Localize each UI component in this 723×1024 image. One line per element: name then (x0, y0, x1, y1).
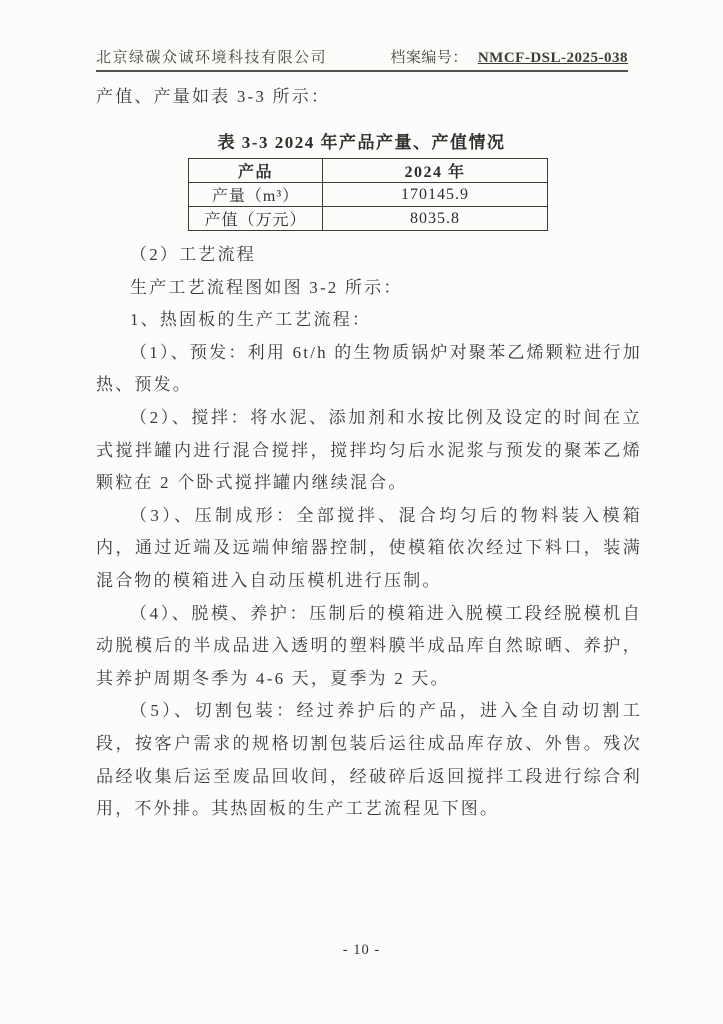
archive-number: NMCF-DSL-2025-038 (477, 50, 628, 66)
table-row (189, 183, 548, 207)
paragraph-step-3: （3）、压制成形：全部搅拌、混合均匀后的物料装入模箱内，通过近端及远端伸缩器控制，使模箱依次经过下料口，装满混合物的模箱进入自动压模机进行压制。 (96, 505, 642, 590)
table-header-row (189, 159, 548, 183)
table-header-product: 产品 (189, 159, 323, 183)
table-header-year: 2024 年 (323, 159, 548, 183)
archive-label: 档案编号： (390, 50, 468, 66)
body-text (96, 239, 642, 826)
table-cell-label: 产量（m³） (189, 183, 323, 207)
production-table (188, 158, 548, 231)
header-rule (96, 70, 628, 72)
paragraph-section-heading: （2）工艺流程 (130, 245, 256, 264)
table-cell-value: 170145.9 (323, 183, 548, 207)
table-row (189, 207, 548, 231)
paragraph-process-list-heading: 1、热固板的生产工艺流程： (130, 310, 372, 330)
paragraph-step-4: （4）、脱模、养护：压制后的模箱进入脱模工段经脱模机自动脱模后的半成品进入透明的塑料膜半成品库自然晾晒、养护，其养护周期冬季为 4-6 天，夏季为 2 天。 (96, 603, 642, 688)
table-cell-value: 8035.8 (323, 207, 548, 231)
table-title: 表 3-3 2024 年产品产量、产值情况 (217, 133, 506, 152)
header-archive (390, 46, 628, 67)
paragraph-step-2: （2）、搅拌：将水泥、添加剂和水按比例及设定的时间在立式搅拌罐内进行混合搅拌，搅拌均匀后水泥浆与预发的聚苯乙烯颗粒在 2 个卧式搅拌罐内继续混合。 (96, 407, 642, 493)
page-header (96, 46, 628, 67)
page-number: - 10 - (342, 942, 381, 958)
paragraph-figure-reference: 生产工艺流程图如图 3-2 所示： (130, 277, 403, 297)
paragraph-step-5: （5）、切割包装：经过养护后的产品，进入全自动切割工段，按客户需求的规格切割包装后运往成品库存放、外售。残次品经收集后运至废品回收间，经破碎后返回搅拌工段进行综合利用，不外排。其热固板的生产工艺流程见下图。 (96, 701, 642, 819)
intro-line: 产值、产量如表 3-3 所示： (96, 87, 331, 106)
table-cell-label: 产值（万元） (189, 207, 323, 231)
header-company-name: 北京绿碳众诚环境科技有限公司 (96, 50, 328, 66)
paragraph-step-1: （1）、预发：利用 6t/h 的生物质锅炉对聚苯乙烯颗粒进行加热、预发。 (96, 342, 642, 395)
